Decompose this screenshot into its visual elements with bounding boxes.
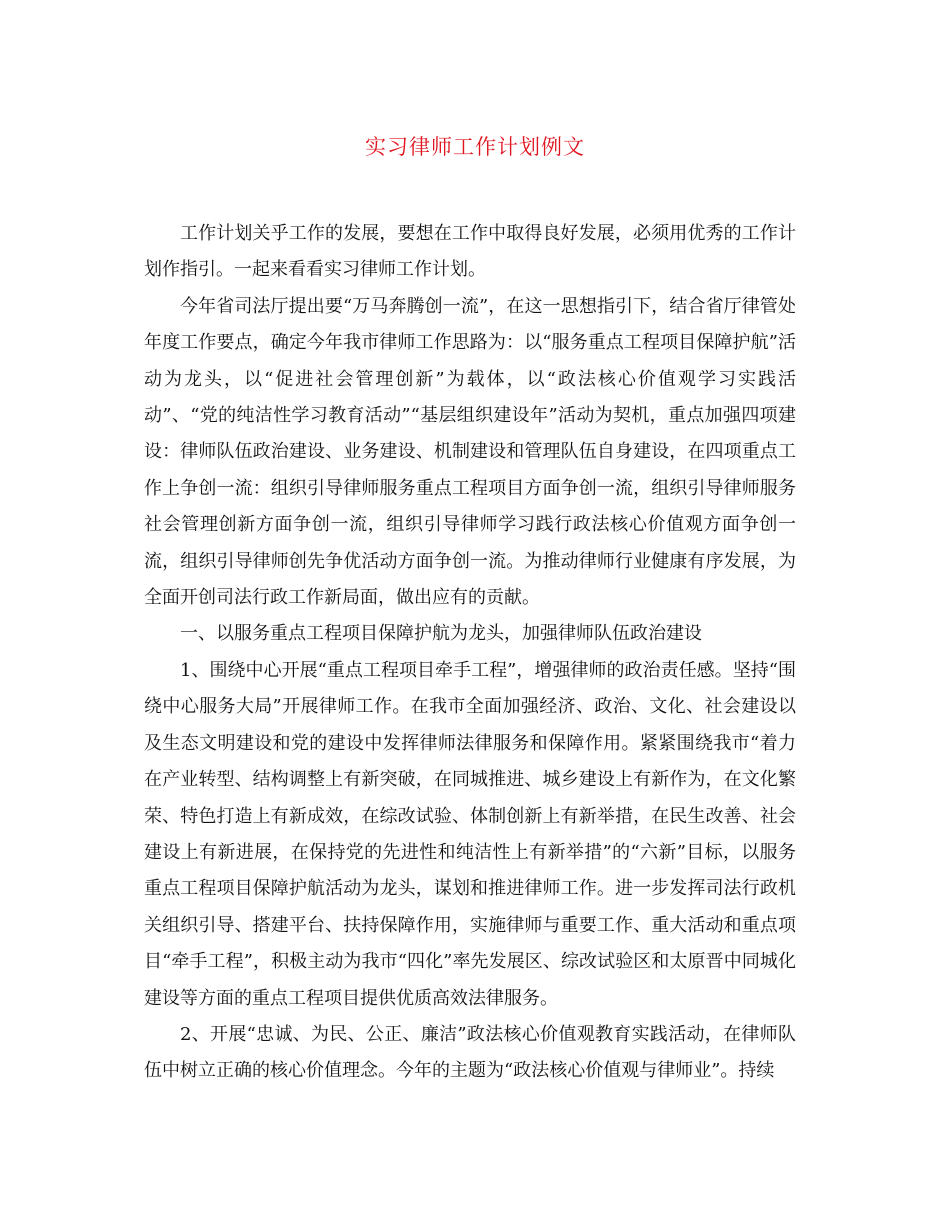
paragraph-item-1: 1、围绕中心开展“重点工程项目牵手工程”，增强律师的政治责任感。坚持“围绕中心服务大局”开展律师工作。在我市全面加强经济、政治、文化、社会建设以及生态文明建设和党的建设中发挥律师法律服务和保障作用。紧紧围绕我市“着力在产业转型、结构调整上有新突破，在同城推进、城乡建设上有新作为，在文化繁荣、特色打造上有新成效，在综改试验、体制创新上有新举措，在民生改善、社会建设上有新进展，在保持党的先进性和纯洁性上有新举措”的“六新”目标，以服务重点工程项目保障护航活动为龙头，谋划和推进律师工作。进一步发挥司法行政机关组织引导、搭建平台、扶持保障作用，实施律师与重要工作、重大活动和重点项目“牵手工程”，积极主动为我市“四化”率先发展区、综改试验区和太原晋中同城化建设等方面的重点工程项目提供优质高效法律服务。 [144,659,796,1009]
document-title: 实习律师工作计划例文 [365,135,585,159]
paragraph-intro: 工作计划关乎工作的发展，要想在工作中取得良好发展，必须用优秀的工作计划作指引。一起来看看实习律师工作计划。 [144,223,796,281]
paragraph-item-2: 2、开展“忠诚、为民、公正、廉洁”政法核心价值观教育实践活动，在律师队伍中树立正确的核心价值理念。今年的主题为“政法核心价值观与律师业”。持续 [144,1023,796,1082]
paragraph-work-plan: 今年省司法厅提出要“万马奔腾创一流”，在这一思想指引下，结合省厅律管处年度工作要点，确定今年我市律师工作思路为：以“服务重点工程项目保障护航”活动为龙头，以“促进社会管理创新”为载体，以“政法核心价值观学习实践活动”、“党的纯洁性学习教育活动”“基层组织建设年”活动为契机，重点加强四项建设：律师队伍政治建设、业务建设、机制建设和管理队伍自身建设，在四项重点工作上争创一流：组织引导律师服务重点工程项目方面争创一流，组织引导律师服务社会管理创新方面争创一流，组织引导律师学习践行政法核心价值观方面争创一流，组织引导律师创先争优活动方面争创一流。为推动律师行业健康有序发展，为全面开创司法行政工作新局面，做出应有的贡献。 [144,295,796,609]
section-heading-1: 一、以服务重点工程项目保障护航为龙头，加强律师队伍政治建设 [180,623,702,645]
document-body [144,216,796,1090]
